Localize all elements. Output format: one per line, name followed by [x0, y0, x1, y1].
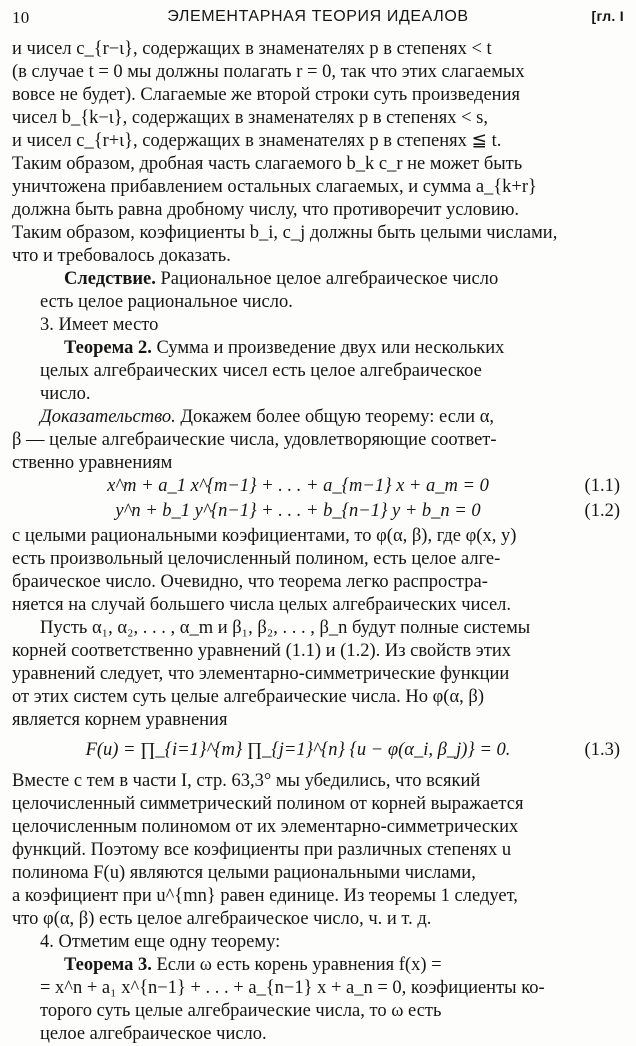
item-4: 4. Отметим еще одну теорему:	[40, 932, 281, 952]
text-line: уравнений следует, что элементарно-симметрические функции	[12, 664, 510, 684]
text-line: вовсе не будет). Слагаемые же второй строки суть произведения	[12, 85, 520, 105]
proof-line-3: ственно уравнениям	[12, 453, 173, 473]
page-body	[12, 38, 624, 1046]
equation-1-1	[12, 475, 624, 500]
equation-1-2	[12, 500, 624, 525]
text-line: чисел b_{k−ι}, содержащих в знаменателях p в степенях < s,	[12, 108, 488, 128]
theorem2-line-2: целых алгебраических чисел есть целое алгебраическое	[40, 361, 482, 381]
theorem3-label: Теорема 3.	[64, 955, 152, 975]
corollary-line-1	[12, 268, 624, 291]
text-line: корней соответственно уравнений (1.1) и (1.2). Из свойств этих	[12, 641, 511, 661]
text-line: Вместе с тем в части I, стр. 63,3° мы убедились, что всякий	[12, 771, 481, 791]
item-3: 3. Имеет место	[40, 315, 159, 335]
theorem3-line-3: торого суть целые алгебраические числа, то ω есть	[40, 1001, 442, 1021]
theorem3-line-1	[12, 954, 624, 977]
text-line: няется на случай большего числа целых алгебраических чисел.	[12, 595, 512, 615]
equation-1-2-number: (1.2)	[584, 501, 620, 521]
text-line: целочисленным полиномом от их элементарно-симметрических	[12, 817, 519, 837]
corollary-text: Рациональное целое алгебраическое число	[160, 269, 499, 289]
text-line: есть произвольный целочисленный полином, есть целое алге-	[12, 549, 501, 569]
theorem2-label: Теорема 2.	[64, 338, 152, 358]
equation-1-3-number: (1.3)	[584, 740, 620, 760]
proof-label: Доказательство.	[40, 407, 176, 427]
text-line: браическое число. Очевидно, что теорема легко распростра-	[12, 572, 488, 592]
equation-1-3-body: F(u) = ∏_{i=1}^{m} ∏_{j=1}^{n} {u − φ(α_i, β_j)} = 0.	[85, 740, 511, 760]
text-line: (в случае t = 0 мы должны полагать r = 0, так что этих слагаемых	[12, 62, 525, 82]
page-number: 10	[12, 8, 30, 27]
text-line: и чисел c_{r+ι}, содержащих в знаменателях p в степенях ≦ t.	[12, 131, 502, 151]
text-line: что φ(α, β) есть целое алгебраическое число, ч. и т. д.	[12, 909, 432, 929]
theorem2-line-3: число.	[40, 384, 91, 404]
page-header	[12, 8, 624, 32]
text-line: целочисленный симметрический полином от корней выражается	[12, 794, 524, 814]
equation-1-3	[12, 732, 624, 770]
theorem3-text: Если ω есть корень уравнения f(x) =	[156, 955, 442, 975]
text-line: а коэфициент при u^{mn} равен единице. Из теоремы 1 следует,	[12, 886, 518, 906]
text-line: Пусть α₁, α₂, . . . , α_m и β₁, β₂, . . . , β_n будут полные системы	[40, 618, 531, 638]
proof-line-2: β — целые алгебраические числа, удовлетворяющие соответ-	[12, 430, 497, 450]
text-line: что и требовалось доказать.	[12, 246, 231, 266]
equation-1-2-body: y^n + b_1 y^{n−1} + . . . + b_{n−1} y + b_n = 0	[115, 501, 481, 521]
text-line: должна быть равна дробному числу, что противоречит условию.	[12, 200, 520, 220]
theorem3-line-4: целое алгебраическое число.	[40, 1024, 267, 1044]
text-line: с целыми рациональными коэфициентами, то φ(α, β), где φ(x, y)	[12, 526, 517, 546]
corollary-line-2: есть целое рациональное число.	[40, 292, 293, 312]
equation-1-1-body: x^m + a_1 x^{m−1} + . . . + a_{m−1} x + a_m = 0	[107, 476, 489, 496]
proof-text: Докажем более общую теорему: если α,	[180, 407, 495, 427]
text-line: функций. Поэтому все коэфициенты при различных степенях u	[12, 840, 512, 860]
theorem2-text: Сумма и произведение двух или нескольких	[156, 338, 505, 358]
text-line: полинома F(u) являются целыми рациональными числами,	[12, 863, 476, 883]
text-line: и чисел c_{r−ι}, содержащих в знаменателях p в степенях < t	[12, 39, 492, 59]
equation-1-1-number: (1.1)	[584, 476, 620, 496]
text-line: Таким образом, дробная часть слагаемого b_k c_r не может быть	[12, 154, 523, 174]
text-line: уничтожена прибавлением остальных слагаемых, и сумма a_{k+r}	[12, 177, 537, 197]
text-line: является корнем уравнения	[12, 710, 228, 730]
theorem2-line-1	[12, 337, 624, 360]
chapter-label: [гл. I	[591, 8, 624, 24]
running-title: ЭЛЕМЕНТАРНАЯ ТЕОРИЯ ИДЕАЛОВ	[167, 8, 469, 25]
proof-line-1	[12, 406, 624, 429]
theorem3-line-2: = x^n + a₁ x^{n−1} + . . . + a_{n−1} x + a_n = 0, коэфициенты ко-	[40, 978, 545, 998]
text-line: от этих систем суть целые алгебраические числа. Но φ(α, β)	[12, 687, 484, 707]
text-line: Таким образом, коэфициенты b_i, c_j должны быть целыми числами,	[12, 223, 558, 243]
corollary-label: Следствие.	[64, 269, 156, 289]
